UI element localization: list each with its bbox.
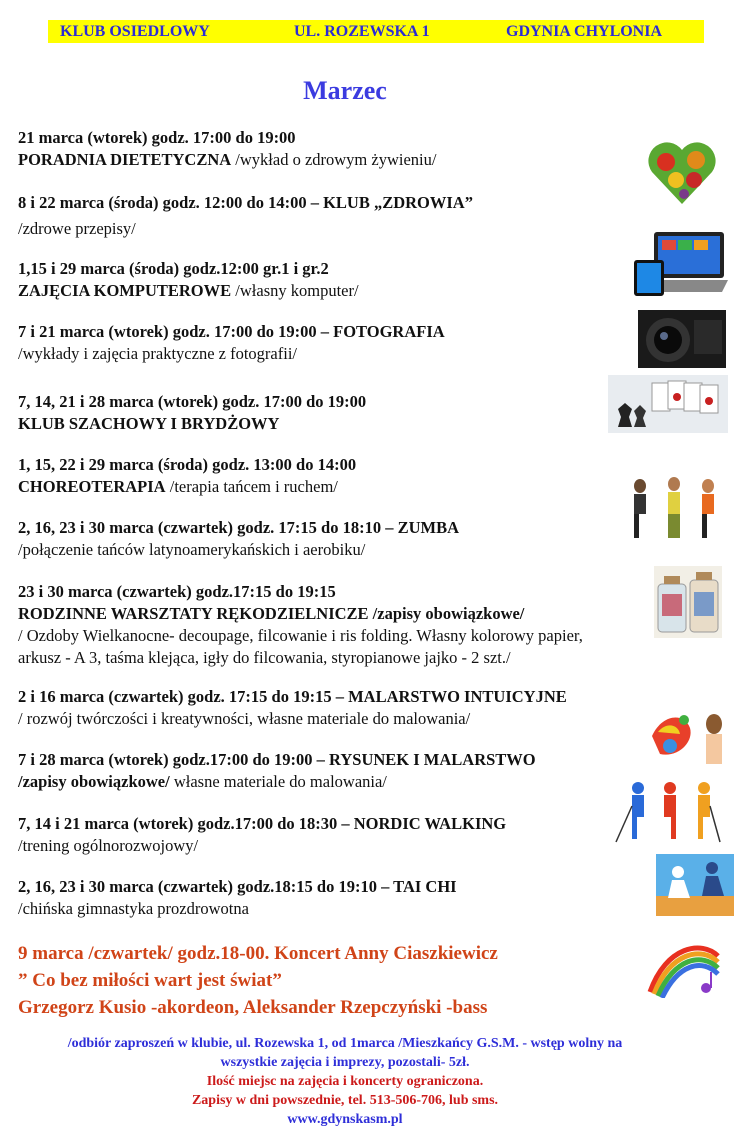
event-date: 7, 14, 21 i 28 marca (wtorek) godz. 17:00 do 19:00 [18, 392, 367, 411]
footer-line4: Zapisy w dni powszednie, tel. 513-506-706, lub sms. [191, 1093, 499, 1108]
event-handicraft [18, 581, 583, 669]
event-date: 1, 15, 22 i 29 marca (środa) godz. 13:00 do 14:00 [18, 455, 357, 474]
footer-line3: Ilość miejsc na zajęcia i koncerty ograniczona. [206, 1074, 484, 1089]
event-date: 23 i 30 marca (czwartek) godz.17:15 do 19:15 [18, 582, 336, 601]
footer-info [0, 1034, 690, 1129]
header-club: KLUB OSIEDLOWY [60, 22, 210, 40]
event-desc: /własny komputer/ [231, 281, 359, 300]
dancers-image [620, 474, 728, 542]
event-title: ZAJĘCIA KOMPUTEROWE [18, 281, 232, 300]
chess-cards-image [608, 375, 728, 433]
event-date: 1,15 i 29 marca (środa) godz.12:00 gr.1 i gr.2 [18, 259, 329, 278]
event-date: 2 i 16 marca (czwartek) godz. 17:15 do 19:15 – MALARSTWO INTUICYJNE [18, 687, 567, 706]
event-desc: /chińska gimnastyka prozdrowotna [18, 899, 249, 918]
event-desc: /trening ogólnorozwojowy/ [18, 836, 199, 855]
header-street: UL. ROZEWSKA 1 [294, 22, 430, 40]
event-date: 7, 14 i 21 marca (wtorek) godz.17:00 do 18:30 – NORDIC WALKING [18, 814, 507, 833]
event-date: 7 i 28 marca (wtorek) godz.17:00 do 19:00 – RYSUNEK I MALARSTWO [18, 750, 536, 769]
event-date: 2, 16, 23 i 30 marca (czwartek) godz.18:15 do 19:10 – TAI CHI [18, 877, 457, 896]
event-nordic-walking [18, 813, 506, 857]
header-banner [48, 20, 704, 43]
event-title: RODZINNE WARSZTATY RĘKODZIELNICZE /zapisy obowiązkowe/ [18, 604, 525, 623]
nordic-walking-image [608, 778, 734, 844]
concert-line3: Grzegorz Kusio -akordeon, Aleksander Rzepczyński -bass [18, 997, 488, 1018]
header-city: GDYNIA CHYLONIA [506, 22, 663, 40]
event-desc: / rozwój twórczości i kreatywności, własne materiale do malowania/ [18, 709, 471, 728]
event-date: 8 i 22 marca (środa) godz. 12:00 do 14:00 – KLUB „ZDROWIA” [18, 193, 473, 212]
event-title: KLUB SZACHOWY I BRYDŻOWY [18, 414, 280, 433]
event-title: CHOREOTERAPIA [18, 477, 166, 496]
event-desc: /zdrowe przepisy/ [18, 219, 136, 238]
event-dietetics [18, 127, 436, 171]
event-desc: /terapia tańcem i ruchem/ [165, 477, 338, 496]
concert-line1: 9 marca /czwartek/ godz.18-00. Koncert Anny Ciaszkiewicz [18, 943, 498, 964]
event-desc: / Ozdoby Wielkanocne- decoupage, filcowanie i ris folding. Własny kolorowy papier, [18, 626, 583, 645]
event-date: 2, 16, 23 i 30 marca (czwartek) godz. 17:15 do 18:10 – ZUMBA [18, 518, 460, 537]
event-health-club [18, 190, 473, 242]
footer-website: www.gdynskasm.pl [287, 1112, 403, 1127]
event-intuitive-painting [18, 686, 567, 730]
event-photography [18, 321, 445, 365]
event-computer [18, 258, 359, 302]
month-title: Marzec [303, 76, 387, 105]
event-title: PORADNIA DIETETYCZNA [18, 150, 232, 169]
event-zumba [18, 517, 459, 561]
event-desc: /wykłady i zajęcia praktyczne z fotografii/ [18, 344, 297, 363]
event-desc-cont: arkusz - A 3, taśma klejąca, igły do filcowania, styropianowe jajko - 2 szt./ [18, 648, 511, 667]
concert-announcement [18, 940, 498, 1021]
music-rainbow-image [646, 936, 722, 998]
event-drawing-painting [18, 749, 536, 793]
event-choreotherapy [18, 454, 356, 498]
concert-line2: ” Co bez miłości wart jest świat” [18, 970, 282, 991]
event-date: 21 marca (wtorek) godz. 17:00 do 19:00 [18, 128, 296, 147]
laptop-tablet-image [632, 230, 728, 300]
event-date: 7 i 21 marca (wtorek) godz. 17:00 do 19:00 – FOTOGRAFIA [18, 322, 445, 341]
event-desc: /połączenie tańców latynoamerykańskich i aerobiku/ [18, 540, 366, 559]
event-tai-chi [18, 876, 457, 920]
tai-chi-image [656, 854, 734, 916]
event-chess-bridge [18, 391, 366, 435]
decoupage-jars-image [654, 566, 722, 638]
event-note: /zapisy obowiązkowe/ [18, 772, 170, 791]
event-desc: /wykład o zdrowym żywieniu/ [231, 150, 437, 169]
footer-line1: /odbiór zaproszeń w klubie, ul. Rozewska 1, od 1marca /Mieszkańcy G.S.M. - wstęp wolny na [67, 1036, 623, 1051]
painting-colors-image [648, 706, 732, 770]
footer-line2: wszystkie zajęcia i imprezy, pozostali- 5zł. [220, 1055, 470, 1070]
event-desc: własne materiale do malowania/ [169, 772, 387, 791]
vegetable-heart-image [646, 136, 718, 208]
camera-image [638, 310, 726, 368]
